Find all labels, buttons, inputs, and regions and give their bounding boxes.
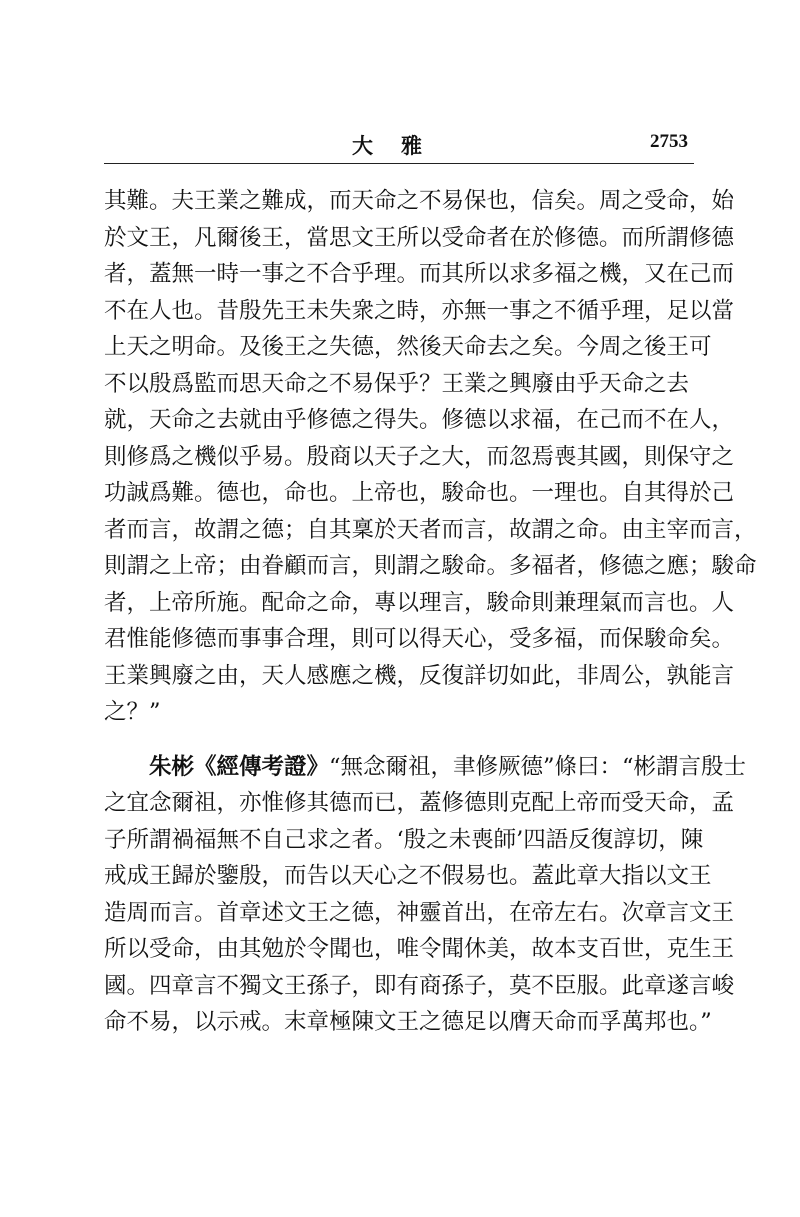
text-line-first xyxy=(104,749,747,786)
running-title: 大雅 xyxy=(352,133,450,158)
paragraph-1 xyxy=(104,183,757,731)
text-line: 其難。夫王業之難成，而天命之不易保也，信矣。周之受命，始 xyxy=(104,188,735,214)
text-line: 者，上帝所施。配命之命，專以理言，駿命則兼理氣而言也。人 xyxy=(104,589,735,616)
page-header xyxy=(104,126,694,162)
text-line: 功誠爲難。德也，命也。上帝也，駿命也。一理也。自其得於己 xyxy=(104,480,735,506)
page-number: 2753 xyxy=(650,131,688,152)
paragraph-2 xyxy=(104,749,747,1041)
text-line: 命不易，以示戒。末章極陳文王之德足以膺天命而孚萬邦也。” xyxy=(104,1009,712,1035)
body-text xyxy=(104,183,757,1041)
source-citation: 朱彬《經傳考證》 xyxy=(149,753,330,780)
text-line: 不在人也。昔殷先王未失衆之時，亦無一事之不循乎理，足以當 xyxy=(104,297,735,324)
text-line: 之宜念爾祖，亦惟修其德而已，蓋修德則克配上帝而受天命，孟 xyxy=(104,790,735,816)
text-line: 君惟能修德而事事合理，則可以得天心，受多福，而保駿命矣。 xyxy=(104,626,735,652)
text-line: 子所謂禍福無不自己求之者。‘殷之未喪師’四語反復諄切，陳 xyxy=(104,826,704,853)
paragraph-gap xyxy=(104,731,700,749)
text-line: 則謂之上帝；由眷顧而言，則謂之駿命。多福者，修德之應；駿命 xyxy=(104,553,757,579)
text-line: 之？” xyxy=(104,699,161,725)
text-line: 者而言，故謂之德；自其稟於天者而言，故謂之命。由主宰而言， xyxy=(104,516,757,543)
text-line: 所以受命，由其勉於令聞也，唯令聞休美，故本支百世，克生王 xyxy=(104,936,735,962)
header-rule xyxy=(104,163,694,164)
text-line: 王業興廢之由，天人感應之機，反復詳切如此，非周公，孰能言 xyxy=(104,662,735,689)
text-line: 上天之明命。及後王之失德，然後天命去之矣。今周之後王可 xyxy=(104,334,712,360)
text-line: 者，蓋無一時一事之不合乎理。而其所以求多福之機，又在己而 xyxy=(104,261,735,287)
text-line: 國。四章言不獨文王孫子，即有商孫子，莫不臣服。此章遂言峻 xyxy=(104,972,735,999)
text-line: 戒成王歸於鑒殷，而告以天心之不假易也。蓋此章大指以文王 xyxy=(104,863,712,889)
text-line: 則修爲之機似乎易。殷商以天子之大，而忽焉喪其國，則保守之 xyxy=(104,443,735,470)
text-line-rest: “無念爾祖，聿修厥德”條曰：“彬謂言殷士 xyxy=(329,753,747,780)
text-line: 就，天命之去就由乎修德之得失。修德以求福，在己而不在人， xyxy=(104,407,735,433)
text-line: 於文王，凡爾後王，當思文王所以受命者在於修德。而所謂修德 xyxy=(104,224,735,251)
text-line: 不以殷爲監而思天命之不易保乎？王業之興廢由乎天命之去 xyxy=(104,370,690,397)
text-line: 造周而言。首章述文王之德，神靈首出，在帝左右。次章言文王 xyxy=(104,899,735,926)
